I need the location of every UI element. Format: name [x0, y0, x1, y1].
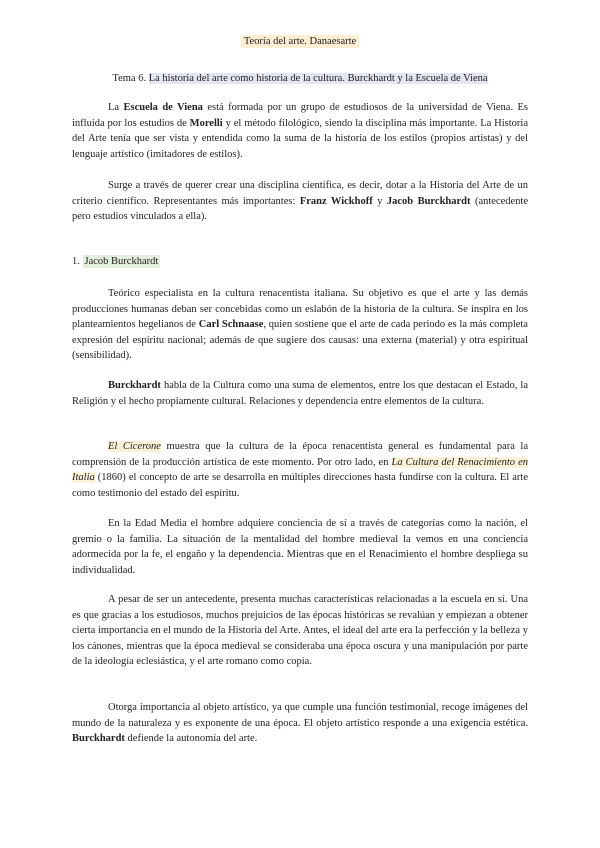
p3-text-2: , quien sostiene que el arte de cada periodo es la más completa expresión del espíritu nacional; además de que sugiere dos causas: una externa (material) y otra espiritual (sensibilidad). — [72, 319, 528, 362]
title-prefix: Tema 6. — [112, 73, 149, 84]
section-title: Jacob Burckhardt — [84, 256, 159, 267]
page-title — [72, 73, 528, 84]
p1-text-1: La — [108, 102, 124, 113]
p1-bold-escuela: Escuela de Viena — [123, 102, 203, 113]
section-number: 1. — [72, 256, 83, 267]
p6-text-1: En la Edad Media el hombre adquiere conciencia de sí a través de categorías como la nación, el gremio o la familia. La situación de la mentalidad del hombre medieval la vemos en una conciencia adormecida por la fe, el engaño y la dependencia. Mientras que en el Renacimiento el hombre despliega su individualidad. — [72, 518, 528, 576]
paragraph-objeto-artistico — [72, 700, 528, 747]
p1-bold-morelli: Morelli — [189, 117, 223, 129]
paragraph-escuela-viena — [72, 100, 528, 162]
p5-italic-cicerone: El Cicerone — [108, 441, 161, 452]
p4-bold-burckhardt: Burckhardt — [108, 380, 161, 391]
p1-text-2: está formada por un grupo de estudiosos de la universidad de Viena. Es influida por los estudios de — [72, 102, 529, 129]
p5-text-2: (1860) el concepto de arte se desarrolla en múltiples direcciones hasta fundirse con la cultura. El arte como testimonio del estado del espíritu. — [72, 472, 528, 499]
p4-text-1: habla de la Cultura como una suma de elementos, entre los que destacan el Estado, la Religión y el hecho propiamente cultural. Relaciones y dependencia entre elementos de la cultura. — [72, 380, 528, 407]
paragraph-disciplina-cientifica — [72, 178, 528, 225]
paragraph-cultura-elementos — [72, 378, 528, 409]
header-text: Teoría del arte. Danaesarte — [241, 35, 359, 48]
p3-bold-schnaase: Carl Schnaase — [198, 319, 264, 331]
paragraph-cicerone — [72, 439, 528, 501]
p2-text-3: (antecedente pero estudios vinculados a ella). — [72, 195, 528, 223]
paragraph-antecedente — [72, 592, 528, 670]
section-heading — [72, 256, 160, 267]
title-highlight: La historia del arte como historia de la cultura. Burckhardt y la Escuela de Viena — [148, 73, 488, 84]
p5-text-1: muestra que la cultura de la época renacentista general es fundamental para la comprensión de la producción artística de este momento. Por otro lado, en — [72, 441, 529, 468]
p8-text-2: defiende la autonomía del arte. — [124, 733, 258, 745]
p8-bold-burckhardt: Burckhardt — [72, 733, 125, 745]
p3-text-1: Teórico especialista en la cultura renacentista italiana. Su objetivo es que el arte y las demás producciones humanas deban ser concebidas como un eslabón de la historia de la cultura. Se inspira en los planteamientos hegelianos de — [72, 288, 528, 331]
p7-text-1: A pesar de ser un antecedente, presenta muchas características relacionadas a la escuela en sí. Una es que gracias a los estudiosos, muchos prejuicios de las épocas históricas se revalúan y empiezan a obtener cierta importancia en el mundo de la Historia del Arte. Antes, el ideal del arte era la perfección y la belleza y los cánones, mientras que la época medieval se consideraba una época oscura y una manipulación por parte de la ideología eclesiástica, y el arte romano como copia. — [72, 594, 528, 668]
paragraph-teorico — [72, 286, 528, 364]
p8-text-1: Otorga importancia al objeto artístico, ya que cumple una función testimonial, recoge imágenes del mundo de la naturaleza y es exponente de una época. El objeto artístico responde a una exigencia estética. — [72, 702, 528, 729]
page-header — [72, 36, 528, 47]
paragraph-edad-media — [72, 516, 528, 578]
p2-bold-wickhoff: Franz Wickhoff — [299, 195, 373, 207]
p2-bold-burckhardt: Jacob Burckhardt — [386, 195, 471, 207]
p5-italic-cultura-renacimiento: La Cultura del Renacimiento en Italia — [72, 456, 528, 484]
p1-text-3: y el método filológico, siendo la disciplina más importante. La Historia del Arte tenía que ser vista y entendida como la suma de la historia de los estilos (propios artistas) y del lenguaje artístico (imitadores de estilos). — [72, 117, 528, 160]
p2-text-2: y — [372, 195, 387, 207]
p2-text-1: Surge a través de querer crear una disciplina científica, es decir, dotar a la Historia del Arte de un criterio científico. Representantes más importantes: — [72, 180, 528, 207]
